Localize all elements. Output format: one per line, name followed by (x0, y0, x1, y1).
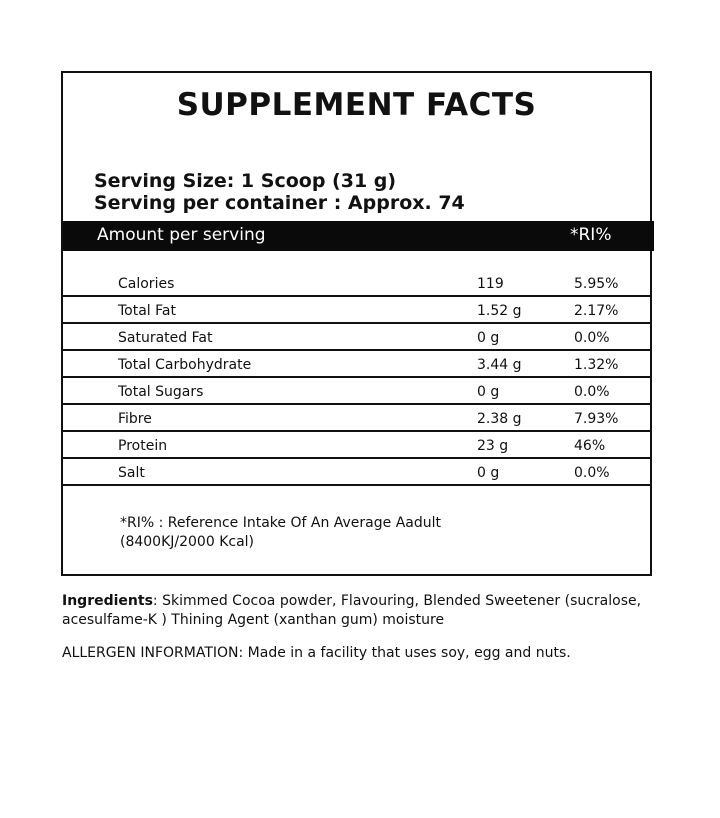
nutrient-amount: 0 g (477, 465, 500, 481)
nutrient-amount: 2.38 g (477, 411, 522, 427)
ingredients-text (62, 592, 662, 630)
nutrient-ri: 0.0% (574, 384, 610, 400)
table-row (63, 324, 652, 351)
table-row (63, 432, 652, 459)
nutrient-name: Salt (118, 465, 145, 481)
nutrient-amount: 23 g (477, 438, 509, 454)
nutrient-ri: 5.95% (574, 276, 619, 292)
ingredients-list: : Skimmed Cocoa powder, Flavouring, Blended Sweetener (sucralose, acesulfame-K ) Thining Agent (xanthan gum) moisture (62, 593, 642, 628)
footnote-line-2: (8400KJ/2000 Kcal) (120, 534, 255, 550)
nutrient-amount: 0 g (477, 384, 500, 400)
table-row (63, 270, 652, 297)
nutrient-amount: 3.44 g (477, 357, 522, 373)
allergen-information: ALLERGEN INFORMATION: Made in a facility that uses soy, egg and nuts. (62, 645, 571, 661)
nutrient-table (63, 270, 652, 486)
nutrient-amount: 1.52 g (477, 303, 522, 319)
label-title: SUPPLEMENT FACTS (176, 87, 537, 123)
nutrient-ri: 46% (574, 438, 606, 454)
nutrient-ri: 1.32% (574, 357, 619, 373)
ri-footnote (120, 514, 441, 552)
footnote-line-1: *RI% : Reference Intake Of An Average Aadult (120, 515, 442, 531)
table-row (63, 297, 652, 324)
header-ri: *RI% (570, 225, 612, 245)
nutrient-name: Total Sugars (118, 384, 204, 400)
nutrient-name: Protein (118, 438, 168, 454)
nutrient-name: Calories (118, 276, 175, 292)
nutrient-name: Fibre (118, 411, 152, 427)
ingredients-label: Ingredients (62, 593, 153, 609)
table-header-bar (63, 221, 654, 251)
nutrient-name: Saturated Fat (118, 330, 213, 346)
table-row (63, 459, 652, 486)
serving-per-container: Serving per container : Approx. 74 (94, 192, 465, 214)
serving-size: Serving Size: 1 Scoop (31 g) (94, 170, 397, 192)
header-amount-per-serving: Amount per serving (97, 225, 266, 245)
nutrient-name: Total Carbohydrate (118, 357, 252, 373)
table-row (63, 351, 652, 378)
table-row (63, 405, 652, 432)
nutrient-ri: 2.17% (574, 303, 619, 319)
nutrient-ri: 0.0% (574, 465, 610, 481)
nutrient-name: Total Fat (118, 303, 176, 319)
nutrient-amount: 0 g (477, 330, 500, 346)
nutrient-ri: 7.93% (574, 411, 619, 427)
supplement-facts-panel (61, 71, 652, 576)
nutrient-amount: 119 (477, 276, 504, 292)
nutrient-ri: 0.0% (574, 330, 610, 346)
table-row (63, 378, 652, 405)
